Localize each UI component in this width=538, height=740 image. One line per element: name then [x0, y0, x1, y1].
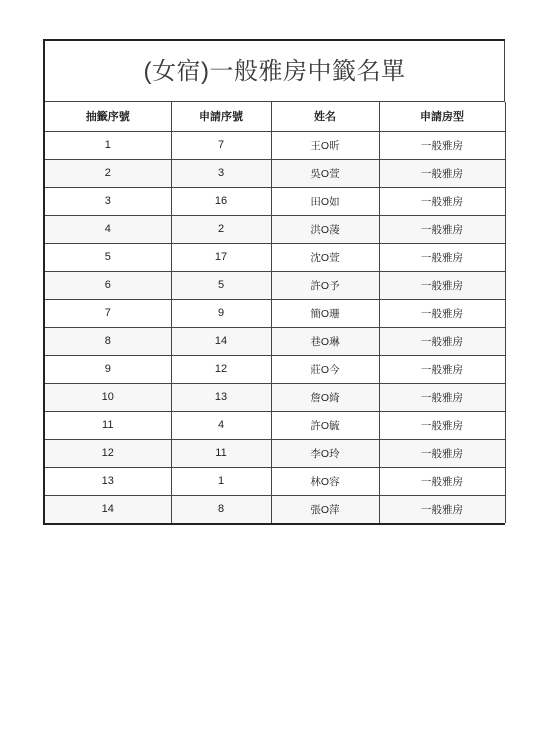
application-number-cell: 1 [171, 467, 271, 495]
table-row [45, 439, 505, 467]
table-row [45, 187, 505, 215]
room-type-cell: 一般雅房 [379, 439, 505, 467]
column-header-application-number: 申請序號 [171, 102, 271, 131]
application-number-cell: 12 [171, 355, 271, 383]
name-cell: 洪O蓤 [271, 215, 379, 243]
draw-number-cell: 1 [45, 131, 171, 159]
name-cell: 許O予 [271, 271, 379, 299]
room-type-cell: 一般雅房 [379, 383, 505, 411]
name-cell: 李O玲 [271, 439, 379, 467]
room-type-cell: 一般雅房 [379, 411, 505, 439]
name-cell: 巷O琳 [271, 327, 379, 355]
name-cell: 許O毓 [271, 411, 379, 439]
name-cell: 林O容 [271, 467, 379, 495]
room-type-cell: 一般雅房 [379, 327, 505, 355]
draw-number-cell: 10 [45, 383, 171, 411]
draw-number-cell: 6 [45, 271, 171, 299]
room-type-cell: 一般雅房 [379, 243, 505, 271]
name-cell: 沈O萱 [271, 243, 379, 271]
application-number-cell: 2 [171, 215, 271, 243]
column-header-name: 姓名 [271, 102, 379, 131]
room-type-cell: 一般雅房 [379, 131, 505, 159]
application-number-cell: 9 [171, 299, 271, 327]
draw-number-cell: 3 [45, 187, 171, 215]
name-cell: 張O萍 [271, 495, 379, 523]
room-type-cell: 一般雅房 [379, 215, 505, 243]
draw-number-cell: 9 [45, 355, 171, 383]
draw-number-cell: 11 [45, 411, 171, 439]
name-cell: 田O如 [271, 187, 379, 215]
room-type-cell: 一般雅房 [379, 467, 505, 495]
room-type-cell: 一般雅房 [379, 187, 505, 215]
application-number-cell: 8 [171, 495, 271, 523]
lottery-result-sheet [43, 39, 505, 525]
room-type-cell: 一般雅房 [379, 495, 505, 523]
name-cell: 詹O綺 [271, 383, 379, 411]
application-number-cell: 7 [171, 131, 271, 159]
name-cell: 王O昕 [271, 131, 379, 159]
table-row [45, 467, 505, 495]
results-table [45, 102, 506, 523]
name-cell: 吳O萱 [271, 159, 379, 187]
room-type-cell: 一般雅房 [379, 355, 505, 383]
application-number-cell: 4 [171, 411, 271, 439]
page-title: (女宿)一般雅房中籤名單 [45, 41, 505, 102]
table-row [45, 131, 505, 159]
draw-number-cell: 7 [45, 299, 171, 327]
table-row [45, 243, 505, 271]
table-row [45, 327, 505, 355]
draw-number-cell: 14 [45, 495, 171, 523]
draw-number-cell: 13 [45, 467, 171, 495]
draw-number-cell: 8 [45, 327, 171, 355]
room-type-cell: 一般雅房 [379, 159, 505, 187]
table-row [45, 411, 505, 439]
table-body [45, 131, 505, 523]
name-cell: 簡O珊 [271, 299, 379, 327]
draw-number-cell: 12 [45, 439, 171, 467]
column-header-room-type: 申請房型 [379, 102, 505, 131]
application-number-cell: 5 [171, 271, 271, 299]
application-number-cell: 14 [171, 327, 271, 355]
table-row [45, 215, 505, 243]
table-header-row [45, 102, 505, 131]
application-number-cell: 11 [171, 439, 271, 467]
room-type-cell: 一般雅房 [379, 271, 505, 299]
table-row [45, 495, 505, 523]
table-row [45, 299, 505, 327]
application-number-cell: 3 [171, 159, 271, 187]
room-type-cell: 一般雅房 [379, 299, 505, 327]
draw-number-cell: 4 [45, 215, 171, 243]
application-number-cell: 13 [171, 383, 271, 411]
table-row [45, 355, 505, 383]
draw-number-cell: 2 [45, 159, 171, 187]
table-row [45, 383, 505, 411]
table-row [45, 159, 505, 187]
table-row [45, 271, 505, 299]
application-number-cell: 16 [171, 187, 271, 215]
application-number-cell: 17 [171, 243, 271, 271]
draw-number-cell: 5 [45, 243, 171, 271]
name-cell: 莊O今 [271, 355, 379, 383]
column-header-draw-number: 抽籤序號 [45, 102, 171, 131]
